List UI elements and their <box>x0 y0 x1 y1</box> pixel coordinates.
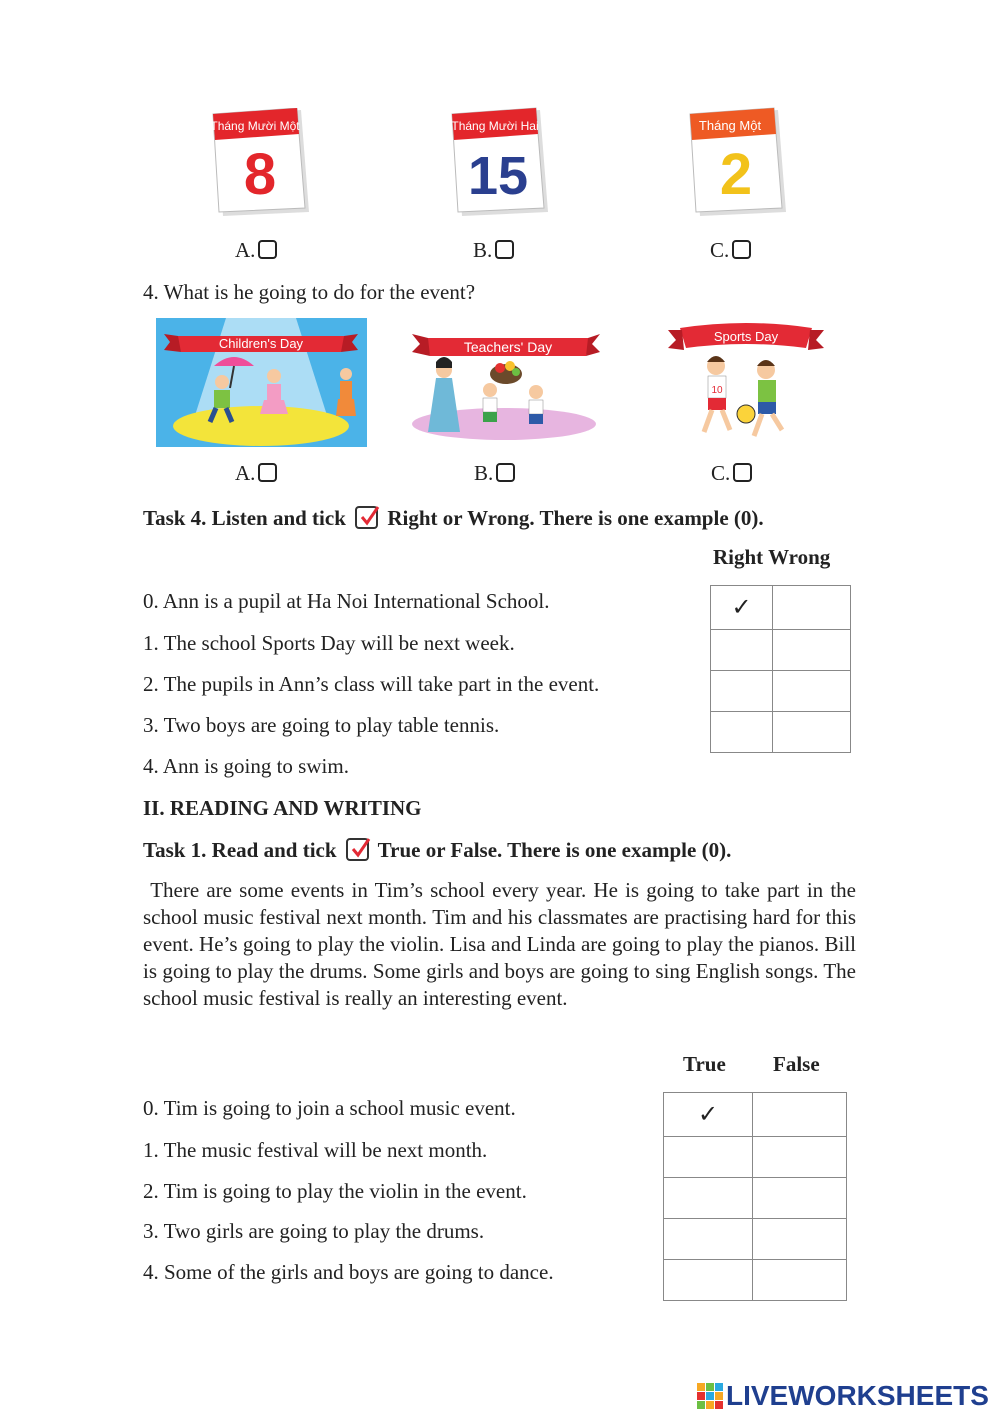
checkbox-a[interactable] <box>258 240 277 259</box>
event-option-b <box>474 461 515 486</box>
event-option-c <box>711 461 752 486</box>
banner-text: Sports Day <box>713 329 779 344</box>
heading-text: Task 4. Listen and tick <box>143 506 346 530</box>
checkbox-c[interactable] <box>733 463 752 482</box>
checkbox-c[interactable] <box>732 240 751 259</box>
option-label: A. <box>235 461 256 485</box>
tick-icon <box>355 506 378 529</box>
checkbox-a[interactable] <box>258 463 277 482</box>
statement-2: 2. The pupils in Ann’s class will take part in the event. <box>143 672 600 696</box>
cell-true-1[interactable] <box>664 1137 753 1178</box>
option-b <box>473 238 514 263</box>
tf-statement-0: 0. Tim is going to join a school music event. <box>143 1096 516 1120</box>
logo-text: LIVEWORKSHEETS <box>726 1380 989 1411</box>
cell-wrong-3[interactable] <box>773 712 851 753</box>
calendar-icon <box>442 106 554 220</box>
option-label: A. <box>235 238 256 262</box>
cell-wrong-2[interactable] <box>773 671 851 712</box>
cell-false-0[interactable] <box>753 1093 847 1137</box>
true-false-table <box>663 1092 847 1301</box>
tf-statement-2: 2. Tim is going to play the violin in the event. <box>143 1179 527 1203</box>
checkbox-b[interactable] <box>496 463 515 482</box>
cell-right-0: ✓ <box>711 586 773 630</box>
calendar-icon <box>680 106 792 220</box>
cell-right-2[interactable] <box>711 671 773 712</box>
task-4-heading <box>143 506 764 531</box>
banner-text: Children's Day <box>218 336 304 351</box>
cell-false-3[interactable] <box>753 1219 847 1260</box>
calendar-day: 2 <box>719 142 753 207</box>
right-wrong-table <box>710 585 851 753</box>
right-wrong-header <box>713 545 830 570</box>
option-label: B. <box>473 238 493 262</box>
header-right: Right <box>713 545 764 569</box>
statement-4: 4. Ann is going to swim. <box>143 754 349 778</box>
calendar-option-c <box>680 106 792 225</box>
header-true: True <box>683 1052 726 1076</box>
cell-false-1[interactable] <box>753 1137 847 1178</box>
svg-text:10: 10 <box>711 385 723 396</box>
tf-statement-1: 1. The music festival will be next month. <box>143 1138 488 1162</box>
teachers-day-picture <box>408 320 600 442</box>
sports-day-picture <box>666 320 826 444</box>
calendar-option-b <box>442 106 554 225</box>
cell-true-0: ✓ <box>664 1093 753 1137</box>
tick-icon <box>346 838 369 861</box>
heading-text: Task 1. Read and tick <box>143 838 337 862</box>
calendar-day: 15 <box>467 146 529 206</box>
checkbox-b[interactable] <box>495 240 514 259</box>
cell-true-2[interactable] <box>664 1178 753 1219</box>
cell-wrong-0[interactable] <box>773 586 851 630</box>
cell-right-3[interactable] <box>711 712 773 753</box>
cell-false-4[interactable] <box>753 1260 847 1301</box>
calendar-option-a <box>205 108 315 225</box>
option-label: C. <box>710 238 730 262</box>
banner-text: Teachers' Day <box>463 339 553 355</box>
calendar-month: Tháng Mười Một <box>210 119 300 133</box>
section-heading: II. READING AND WRITING <box>143 796 422 820</box>
cell-right-1[interactable] <box>711 630 773 671</box>
childrens-day-picture <box>156 318 367 447</box>
option-c <box>710 238 751 263</box>
statement-3: 3. Two boys are going to play table tennis. <box>143 713 500 737</box>
header-false: False <box>773 1052 820 1076</box>
calendar-month: Tháng Mười Hai <box>451 119 539 133</box>
cell-true-3[interactable] <box>664 1219 753 1260</box>
logo-icon <box>697 1383 723 1409</box>
question-4: 4. What is he going to do for the event? <box>143 280 476 304</box>
cell-true-4[interactable] <box>664 1260 753 1301</box>
reading-passage: There are some events in Tim’s school every year. He is going to take part in the school music festival next month. Tim and his classmates are practising hard for this event. He’s going to play the violin. Lisa and Linda are going to play the pianos. Bill is going to play the drums. Some girls and boys are going to sing English songs. The school music festival is really an interesting event. <box>143 878 862 1010</box>
statement-1: 1. The school Sports Day will be next week. <box>143 631 515 655</box>
header-wrong: Wrong <box>768 545 831 569</box>
tf-statement-3: 3. Two girls are going to play the drums. <box>143 1219 485 1243</box>
cell-false-2[interactable] <box>753 1178 847 1219</box>
liveworksheets-logo <box>697 1380 989 1412</box>
heading-text: True or False. There is one example (0). <box>377 838 732 862</box>
option-a <box>235 238 277 263</box>
calendar-icon <box>205 108 315 220</box>
calendar-month: Tháng Một <box>698 118 762 133</box>
option-label: B. <box>474 461 494 485</box>
option-label: C. <box>711 461 731 485</box>
event-option-a <box>235 461 277 486</box>
heading-text: Right or Wrong. There is one example (0). <box>387 506 764 530</box>
tf-statement-4: 4. Some of the girls and boys are going to dance. <box>143 1260 554 1284</box>
statement-0: 0. Ann is a pupil at Ha Noi International School. <box>143 589 550 613</box>
cell-wrong-1[interactable] <box>773 630 851 671</box>
task-1-heading <box>143 838 731 863</box>
calendar-day: 8 <box>243 142 277 207</box>
